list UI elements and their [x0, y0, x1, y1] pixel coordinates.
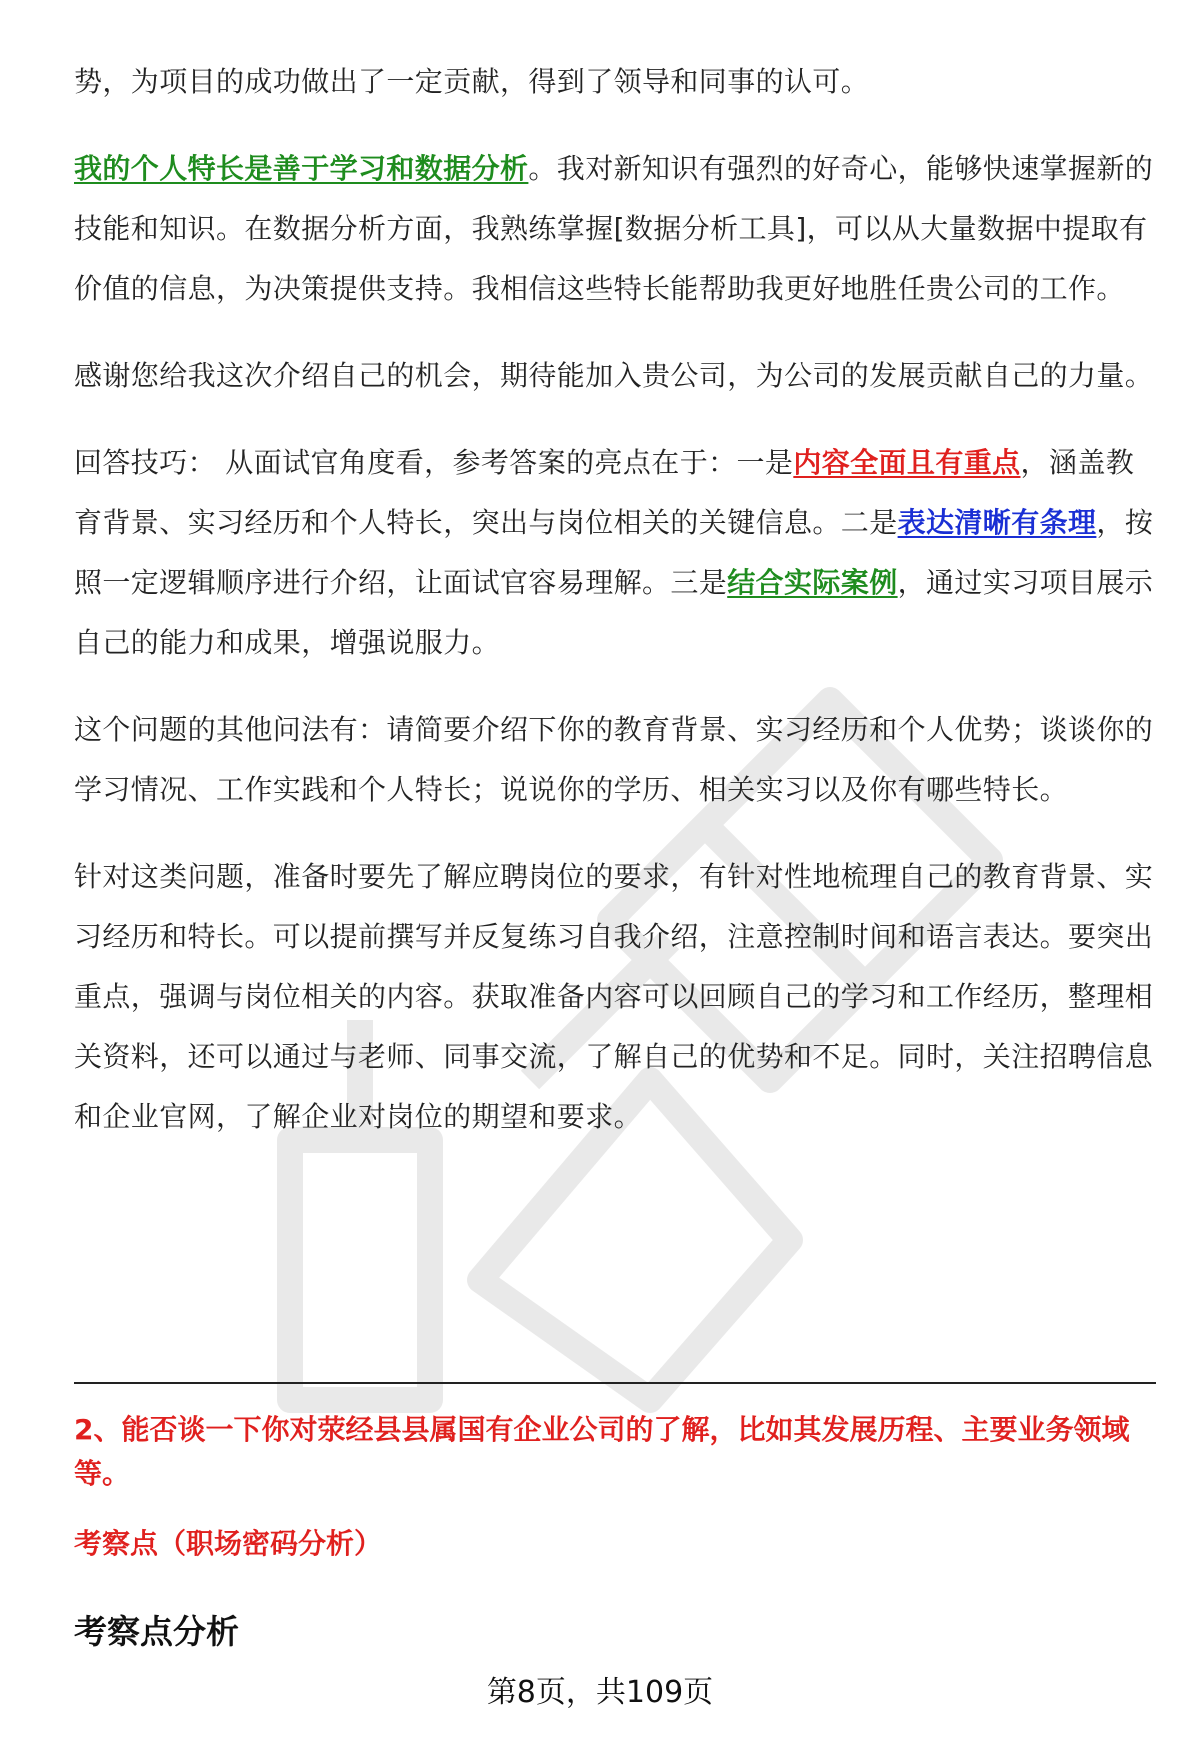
paragraph-preparation: [74, 847, 1154, 1147]
section-divider: [74, 1382, 1156, 1384]
paragraph-text: 感谢您给我这次介绍自己的机会，期待能加入贵公司，为公司的发展贡献自己的力量。: [74, 359, 1154, 392]
highlight-personal-strength: 我的个人特长是善于学习和数据分析: [74, 152, 529, 185]
highlight-clear-expression: 表达清晰有条理: [897, 506, 1097, 539]
paragraph-text: 这个问题的其他问法有：请简要介绍下你的教育背景、实习经历和个人优势；谈谈你的学习情况、工作实践和个人特长；说说你的学历、相关实习以及你有哪些特长。: [74, 713, 1154, 806]
page-number-footer: 第8页，共109页: [486, 1675, 714, 1710]
paragraph-text: 针对这类问题，准备时要先了解应聘岗位的要求，有针对性地梳理自己的教育背景、实习经历和特长。可以提前撰写并反复练习自我介绍，注意控制时间和语言表达。要突出重点，强调与岗位相关的内容。获取准备内容可以回顾自己的学习和工作经历，整理相关资料，还可以通过与老师、同事交流，了解自己的优势和不足。同时，关注招聘信息和企业官网，了解企业对岗位的期望和要求。: [74, 860, 1154, 1133]
highlight-real-cases: 结合实际案例: [727, 566, 898, 599]
paragraph-text: ，按照一定逻辑顺序进行介绍，让面试官容易理解。三是: [74, 506, 1154, 599]
paragraph-text: 回答技巧： 从面试官角度看，参考答案的亮点在于：一是: [74, 446, 794, 479]
paragraph-personal-strengths: [74, 139, 1154, 319]
paragraph-achievement: [74, 52, 1154, 112]
highlight-comprehensive: 内容全面且有重点: [793, 446, 1021, 479]
paragraph-text: ，涵盖教育背景、实习经历和个人特长，突出与岗位相关的关键信息。二是: [74, 446, 1135, 539]
paragraph-other-questions: [74, 700, 1154, 820]
paragraph-text: 势，为项目的成功做出了一定贡献，得到了领导和同事的认可。: [74, 65, 870, 98]
question-2-heading: 2、能否谈一下你对荥经县县属国有企业公司的了解，比如其发展历程、主要业务领域等。: [74, 1413, 1130, 1490]
examination-analysis-heading: 考察点分析: [74, 1612, 239, 1651]
document-body: [74, 52, 1154, 1174]
paragraph-text: 。我对新知识有强烈的好奇心，能够快速掌握新的技能和知识。在数据分析方面，我熟练掌握[数据分析工具]，可以从大量数据中提取有价值的信息，为决策提供支持。我相信这些特长能帮助我更好地胜任贵公司的工作。: [74, 152, 1154, 305]
paragraph-thanks: [74, 346, 1154, 406]
examination-point-label: 考察点（职场密码分析）: [74, 1527, 383, 1560]
paragraph-answer-tips: [74, 433, 1154, 673]
paragraph-text: ，通过实习项目展示自己的能力和成果，增强说服力。: [74, 566, 1154, 659]
